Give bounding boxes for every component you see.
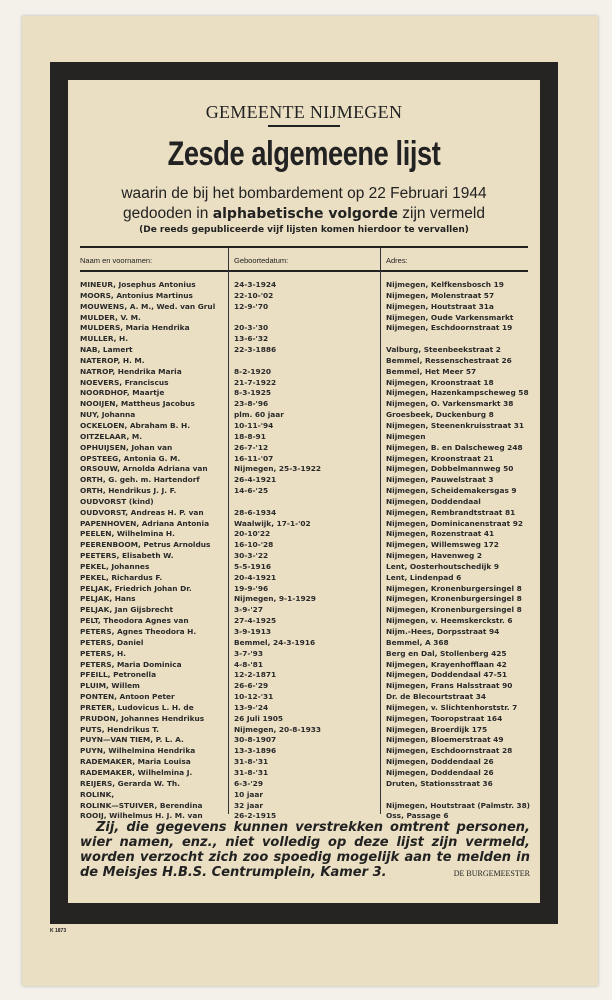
poster-content: [68, 80, 540, 903]
address-cell: Nijmegen, v. Heemskerckstr. 6: [386, 616, 513, 626]
name-cell: NATROP, Hendrika Maria: [80, 366, 182, 376]
address-cell: Nijmegen, Kronenburgersingel 8: [386, 583, 522, 593]
table-row: [80, 757, 530, 768]
name-cell: NAB, Lamert: [80, 345, 133, 355]
heading-underline: [268, 125, 340, 127]
table-row: [80, 302, 530, 313]
table-row: [80, 399, 530, 410]
birthdate-cell: 8-2-1920: [234, 366, 271, 376]
name-cell: PELJAK, Jan Gijsbrecht: [80, 605, 173, 615]
name-cell: PUYN, Wilhelmina Hendrika: [80, 746, 196, 756]
birthdate-cell: 13-9-'24: [234, 702, 269, 712]
birthdate-cell: 26-6-'29: [234, 681, 269, 691]
birthdate-cell: 26-4-1921: [234, 475, 277, 485]
birthdate-cell: 31-8-'31: [234, 757, 269, 767]
subtitle-text: gedooden in: [123, 205, 209, 222]
birthdate-cell: 18-8-91: [234, 431, 266, 441]
birthdate-cell: 14-6-'25: [234, 486, 269, 496]
address-cell: Nijmegen, Hazenkampscheweg 58: [386, 388, 529, 398]
address-cell: Nijmegen, Bloemerstraat 49: [386, 735, 504, 745]
subtitle-bold: alphabetische volgorde: [212, 206, 398, 222]
table-row: [80, 367, 530, 378]
name-cell: PEKEL, Richardus F.: [80, 572, 163, 582]
table-row: [80, 291, 530, 302]
name-cell: ORTH, G. geh. m. Hartendorf: [80, 475, 200, 485]
address-cell: Nijmegen, v. Slichtenhorststr. 7: [386, 702, 518, 712]
name-cell: PEERENBOOM, Petrus Arnoldus: [80, 540, 211, 550]
table-row: [80, 768, 530, 779]
subtitle-line-1: waarin de bij het bombardement op 22 Februari 1944: [121, 185, 487, 202]
table-row: [80, 692, 530, 703]
address-cell: Nijmegen: [386, 431, 426, 441]
address-cell: Nijmegen, Doddendaal 26: [386, 757, 494, 767]
name-cell: OITZELAAR, M.: [80, 431, 143, 441]
table-row: [80, 432, 530, 443]
birthdate-cell: 20-4-1921: [234, 572, 277, 582]
address-cell: Nijmegen, Doddendaal 47-51: [386, 670, 507, 680]
name-cell: MULDER, V. M.: [80, 312, 141, 322]
table-row: [80, 584, 530, 595]
table-header-rule: [80, 270, 528, 272]
birthdate-cell: 28-6-1934: [234, 507, 277, 517]
birthdate-cell: 30-3-'22: [234, 551, 269, 561]
address-cell: Nijmegen, Doddendaal: [386, 496, 481, 506]
name-cell: PETERS, Daniel: [80, 637, 144, 647]
subtitle-note: (De reeds gepubliceerde vijf lijsten komen hierdoor te vervallen): [139, 225, 469, 235]
birthdate-cell: 4-8-'81: [234, 659, 263, 669]
table-row: [80, 280, 530, 291]
table-row: [80, 486, 530, 497]
birthdate-cell: 8-3-1925: [234, 388, 271, 398]
table-row: [80, 660, 530, 671]
column-header-birthdate: Geboortedatum:: [234, 256, 289, 265]
table-row: [80, 378, 530, 389]
name-cell: PRUDON, Johannes Hendrikus: [80, 713, 205, 723]
address-cell: Nijmegen, Houtstraat (Palmstr. 38): [386, 800, 531, 810]
name-cell: OUDVORST, Andreas H. P. van: [80, 507, 204, 517]
address-cell: Nijmegen, Rozenstraat 41: [386, 529, 495, 539]
name-cell: MINEUR, Josephus Antonius: [80, 280, 196, 289]
table-row: [80, 605, 530, 616]
name-cell: PETERS, H.: [80, 648, 126, 658]
name-cell: PAPENHOVEN, Adriana Antonia: [80, 518, 210, 528]
table-row: [80, 388, 530, 399]
birthdate-cell: 13-6-'32: [234, 334, 269, 344]
birthdate-cell: 32 jaar: [234, 800, 264, 810]
table-row: [80, 334, 530, 345]
birthdate-cell: 13-3-1896: [234, 746, 277, 756]
name-cell: NOEVERS, Franciscus: [80, 377, 169, 387]
table-top-rule: [80, 246, 528, 248]
table-row: [80, 410, 530, 421]
page-title: Zesde algemeene lijst: [167, 135, 441, 173]
table-row: [80, 454, 530, 465]
address-cell: Nijmegen, Tooropstraat 164: [386, 713, 503, 723]
table-row: [80, 649, 530, 660]
address-cell: Lent, Oosterhoutschedijk 9: [386, 561, 500, 571]
table-row: [80, 562, 530, 573]
address-cell: Groesbeek, Duckenburg 8: [386, 410, 494, 420]
address-cell: Nijmegen, Scheidemakersgas 9: [386, 486, 517, 496]
name-cell: OUDVORST (kind): [80, 496, 154, 506]
birthdate-cell: Bemmel, 24-3-1916: [234, 637, 316, 647]
name-cell: PETERS, Maria Dominica: [80, 659, 182, 669]
birthdate-cell: 16-10-'28: [234, 540, 274, 550]
birthdate-cell: 21-7-1922: [234, 377, 277, 387]
birthdate-cell: 20-3-'30: [234, 323, 269, 333]
table-row: [80, 790, 530, 801]
name-cell: OCKELOEN, Abraham B. H.: [80, 420, 190, 430]
birthdate-cell: 10-12-'31: [234, 692, 274, 702]
table-row: [80, 670, 530, 681]
address-cell: Nijmegen, Dominicanenstraat 92: [386, 518, 523, 528]
address-cell: Nijmegen, Eschdoornstraat 19: [386, 323, 513, 333]
birthdate-cell: 26 Juli 1905: [234, 713, 284, 723]
address-cell: Nijmegen, Kroonstraat 21: [386, 453, 494, 463]
table-row: [80, 508, 530, 519]
table-row: [80, 573, 530, 584]
name-cell: PETERS, Agnes Theodora H.: [80, 627, 197, 636]
address-cell: Dr. de Blecourtstraat 34: [386, 692, 486, 702]
name-cell: PRETER, Ludovicus L. H. de: [80, 702, 194, 712]
name-cell: PUYN—VAN TIEM, P. L. A.: [80, 735, 184, 745]
appeal-text: Zij, die gegevens kunnen verstrekken omtrent personen, wier namen, enz., niet volledig op deze lijst zijn vermeld, worden verzocht zich zoo spoedig mogelijk aan te melden in de Meisjes H.B.S. Centrumplein, Kamer 3.: [80, 820, 530, 880]
name-cell: RADEMAKER, Wilhelmina J.: [80, 767, 193, 777]
name-cell: ROLINK,: [80, 789, 115, 799]
birthdate-cell: 19-9-'96: [234, 583, 269, 593]
birthdate-cell: 3-7-'93: [234, 648, 263, 658]
birthdate-cell: 3-9-1913: [234, 627, 271, 636]
subtitle-line-2: [68, 204, 540, 224]
print-number: K 1873: [50, 928, 67, 934]
address-cell: Nijmegen, B. en Dalscheweg 248: [386, 442, 523, 452]
birthdate-cell: 12-2-1871: [234, 670, 277, 680]
birthdate-cell: 6-3-'29: [234, 778, 263, 788]
table-row: [80, 594, 530, 605]
table-row: [80, 551, 530, 562]
address-cell: Nijmegen, Oude Varkensmarkt: [386, 312, 514, 322]
birthdate-cell: 10 jaar: [234, 789, 264, 799]
birthdate-cell: 30-8-1907: [234, 735, 277, 745]
table-row: [80, 616, 530, 627]
address-cell: Nijmegen, Eschdoornstraat 28: [386, 746, 513, 756]
name-cell: NATEROP, H. M.: [80, 355, 145, 365]
name-cell: PELJAK, Friedrich Johan Dr.: [80, 583, 192, 593]
address-cell: Nijmegen, Broerdijk 175: [386, 724, 488, 734]
name-cell: NOOIJEN, Mattheus Jacobus: [80, 399, 195, 409]
border-left: [50, 62, 68, 924]
name-cell: NOORDHOF, Maartje: [80, 388, 165, 398]
table-row: [80, 725, 530, 736]
name-cell: NUY, Johanna: [80, 410, 136, 420]
birthdate-cell: 16-11-'07: [234, 453, 274, 463]
birthdate-cell: 26-2-1915: [234, 811, 277, 821]
name-cell: PLUIM, Willem: [80, 681, 140, 691]
birthdate-cell: 22-10-'02: [234, 290, 274, 300]
address-cell: Nijmegen, Kronenburgersingel 8: [386, 605, 522, 615]
table-row: [80, 519, 530, 530]
name-cell: ROOIJ, Wilhelmus H. J. M. van: [80, 811, 203, 821]
table-row: [80, 638, 530, 649]
address-cell: Nijmegen, Havenweg 2: [386, 551, 483, 561]
address-cell: Oss, Passage 6: [386, 811, 449, 821]
name-cell: PFEILL, Petronella: [80, 670, 157, 680]
name-cell: PELT, Theodora Agnes van: [80, 616, 189, 626]
name-cell: ORTH, Hendrikus J. J. F.: [80, 486, 177, 496]
birthdate-cell: 5-5-1916: [234, 561, 271, 571]
name-cell: MOORS, Antonius Martinus: [80, 290, 193, 300]
table-row: [80, 735, 530, 746]
birthdate-cell: plm. 60 jaar: [234, 410, 284, 420]
address-cell: Nijmegen, Kroonstraat 18: [386, 377, 494, 387]
address-cell: Bemmel, Het Meer 57: [386, 366, 477, 376]
birthdate-cell: 3-9-'27: [234, 605, 263, 615]
name-cell: PEKEL, Johannes: [80, 561, 150, 571]
name-cell: PONTEN, Antoon Peter: [80, 692, 175, 702]
name-cell: PEETERS, Elisabeth W.: [80, 551, 174, 561]
appeal-block: [80, 820, 530, 880]
name-cell: MULDERS, Maria Hendrika: [80, 323, 190, 333]
name-cell: REIJERS, Gerarda W. Th.: [80, 778, 180, 788]
address-cell: Nijmegen, Doddendaal 26: [386, 767, 494, 777]
address-cell: Nijmegen, Kronenburgersingel 8: [386, 594, 522, 604]
address-cell: Nijmegen, Krayenhofflaan 42: [386, 659, 507, 669]
address-cell: Nijmegen, Steenenkruisstraat 31: [386, 420, 525, 430]
address-cell: Valburg, Steenbeekstraat 2: [386, 345, 501, 355]
table-row: [80, 779, 530, 790]
address-cell: Nijmegen, Molenstraat 57: [386, 290, 495, 300]
table-row: [80, 627, 530, 638]
birthdate-cell: 31-8-'31: [234, 767, 269, 777]
address-cell: Nijmegen, Frans Halsstraat 90: [386, 681, 513, 691]
address-cell: Nijmegen, O. Varkensmarkt 38: [386, 399, 514, 409]
birthdate-cell: Nijmegen, 20-8-1933: [234, 724, 322, 734]
address-cell: Lent, Lindenpad 6: [386, 572, 462, 582]
address-cell: Berg en Dal, Stollenberg 425: [386, 648, 507, 658]
birthdate-cell: 20-10'22: [234, 529, 271, 539]
table-row: [80, 356, 530, 367]
name-cell: MOUWENS, A. M., Wed. van Grul: [80, 301, 216, 311]
address-cell: Druten, Stationsstraat 36: [386, 778, 493, 788]
address-cell: Nijmegen, Kelfkensbosch 19: [386, 280, 504, 289]
border-bottom: [50, 903, 558, 924]
table-row: [80, 681, 530, 692]
table-row: [80, 464, 530, 475]
address-cell: Nijmegen, Dobbelmannweg 50: [386, 464, 514, 474]
border-right: [540, 62, 558, 924]
subtitle-text: zijn vermeld: [402, 205, 485, 222]
table-row: [80, 345, 530, 356]
municipality-heading: GEMEENTE NIJMEGEN: [205, 102, 403, 122]
name-cell: PEELEN, Wilhelmina H.: [80, 529, 175, 539]
name-cell: PUTS, Hendrikus T.: [80, 724, 159, 734]
birthdate-cell: Waalwijk, 17-1-'02: [234, 518, 311, 528]
table-row: [80, 529, 530, 540]
column-header-address: Adres:: [386, 256, 408, 265]
birthdate-cell: 10-11-'94: [234, 420, 274, 430]
birthdate-cell: 27-4-1925: [234, 616, 277, 626]
victims-list: [80, 280, 530, 822]
birthdate-cell: 22-3-1886: [234, 345, 277, 355]
table-row: [80, 421, 530, 432]
birthdate-cell: Nijmegen, 9-1-1929: [234, 594, 316, 604]
table-row: [80, 746, 530, 757]
address-cell: Nijmegen, Houtstraat 31a: [386, 301, 494, 311]
name-cell: RADEMAKER, Maria Louisa: [80, 757, 191, 767]
name-cell: OPSTEEG, Antonia G. M.: [80, 453, 181, 463]
birthdate-cell: 23-8-'96: [234, 399, 269, 409]
birthdate-cell: 26-7-'12: [234, 442, 269, 452]
address-cell: Nijm.-Hees, Dorpsstraat 94: [386, 627, 500, 636]
table-row: [80, 703, 530, 714]
name-cell: PELJAK, Hans: [80, 594, 136, 604]
table-row: [80, 540, 530, 551]
address-cell: Nijmegen, Willemsweg 172: [386, 540, 499, 550]
table-row: [80, 475, 530, 486]
name-cell: ROLINK—STUIVER, Berendina: [80, 800, 203, 810]
address-cell: Bemmel, Ressenschestraat 26: [386, 355, 512, 365]
table-row: [80, 801, 530, 812]
table-row: [80, 714, 530, 725]
name-cell: OPHUIJSEN, Johan van: [80, 442, 173, 452]
table-row: [80, 323, 530, 334]
birthdate-cell: Nijmegen, 25-3-1922: [234, 464, 322, 474]
birthdate-cell: 24-3-1924: [234, 280, 277, 289]
name-cell: MULLER, H.: [80, 334, 129, 344]
name-cell: ORSOUW, Arnolda Adriana van: [80, 464, 208, 474]
table-row: [80, 313, 530, 324]
address-cell: Bemmel, A 368: [386, 637, 449, 647]
column-header-name: Naam en voornamen:: [80, 256, 153, 265]
birthdate-cell: 12-9-'70: [234, 301, 269, 311]
table-row: [80, 497, 530, 508]
border-top: [50, 62, 558, 80]
table-row: [80, 443, 530, 454]
address-cell: Nijmegen, Pauwelstraat 3: [386, 475, 494, 485]
address-cell: Nijmegen, Rembrandtstraat 81: [386, 507, 516, 517]
signature: DE BURGEMEESTER: [453, 869, 530, 878]
